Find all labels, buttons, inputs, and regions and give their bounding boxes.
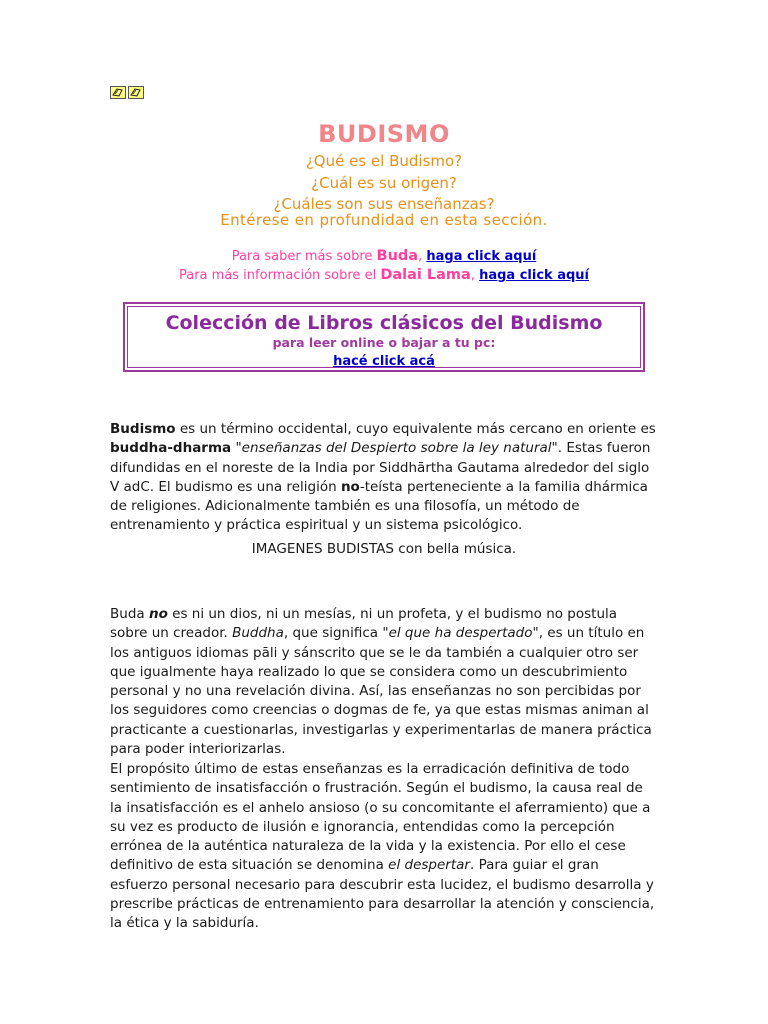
buda-link-line — [0, 248, 768, 264]
buda-separator: , — [418, 249, 427, 264]
text: ", es un título en los antiguos idiomas pāli y sánscrito que se le da también a cualquier otro ser que igualmente haya realizado lo que se considera como un descubrimiento personal y no una revelación divina. Así, las enseñanzas no son percibidas por los seguidores como creencias o dogmas de fe, ya que estas mismas animan al practicante a cuestionarlas, investigarlas y experimentarlas de manera práctica para poder interiorizarlas. — [110, 625, 652, 758]
text: Buda — [110, 606, 149, 622]
books-collection-link[interactable]: hacé click acá — [333, 354, 435, 369]
books-collection-subtitle: para leer online o bajar a tu pc: — [272, 335, 496, 350]
paragraph-definition — [110, 420, 658, 536]
dalai-lama-name: Dalai Lama — [380, 267, 471, 283]
dalai-lama-separator: , — [470, 268, 480, 283]
text: ". Estas fueron difundidas en el noreste de la India por Siddhārtha Gautama alrededor del siglo V adC. El budismo es una religión — [110, 440, 651, 495]
book-icon[interactable] — [128, 86, 144, 99]
books-collection-inner — [127, 306, 641, 368]
text: es un término occidental, cuyo equivalente más cercano en oriente es — [175, 421, 656, 437]
question-what: ¿Qué es el Budismo? — [305, 152, 463, 170]
term-el-despertar: el despertar — [388, 857, 470, 874]
images-music-line: IMAGENES BUDISTAS con bella música. — [251, 541, 517, 557]
text: es ni un dios, ni un mesías, ni un profeta, y el budismo no postula sobre un creador. — [110, 606, 618, 642]
quote-meaning: enseñanzas del Despierto sobre la ley natural — [241, 440, 552, 457]
text: . Para guiar el gran esfuerzo personal necesario para descubrir esta lucidez, el budismo desarrolla y prescribe prácticas de entrenamiento para desarrollar la atención y consciencia, la ética y la sabiduría. — [110, 857, 655, 932]
emphasis-no: no — [340, 478, 360, 495]
book-icon[interactable] — [110, 86, 126, 99]
dalai-lama-link-prefix: Para más información sobre el — [178, 268, 381, 283]
text: El propósito último de estas enseñanzas es la erradicación definitiva de todo sentimiento de insatisfacción o frustración. Según el budismo, la causa real de la insatisfacción es el anhelo ansioso (o su concomitante el aferramiento) que a su vez es producto de ilusión e ignorancia, entendidas como la percepción errónea de la auténtica naturaleza de la vida y la existencia. Por ello el cese definitivo de esta situación se denomina — [110, 761, 651, 874]
term-buddha: Buddha — [232, 625, 284, 642]
text: " — [231, 440, 242, 457]
question-origin: ¿Cuál es su origen? — [311, 174, 457, 192]
term-buddha-dharma: buddha-dharma — [110, 440, 232, 457]
buda-name: Buda — [376, 248, 419, 264]
books-collection-box — [123, 302, 645, 372]
page-title: BUDISMO — [318, 120, 450, 148]
question-teachings: ¿Cuáles son sus enseñanzas? — [273, 195, 495, 213]
quote-meaning: el que ha despertado — [388, 625, 533, 642]
buda-link[interactable]: haga click aquí — [426, 249, 537, 264]
icon-bar — [110, 86, 144, 99]
dalai-lama-link[interactable]: haga click aquí — [479, 268, 590, 283]
intro-line: Entérese en profundidad en esta sección. — [220, 211, 548, 229]
buda-link-prefix: Para saber más sobre — [231, 249, 377, 264]
term-budismo: Budismo — [110, 421, 176, 437]
books-collection-title: Colección de Libros clásicos del Budismo — [165, 312, 603, 334]
paragraph-purpose — [110, 760, 658, 934]
text: , que significa " — [283, 625, 389, 642]
paragraph-buda — [110, 605, 658, 759]
text: -teísta perteneciente a la familia dhármica de religiones. Adicionalmente también es una filosofía, un método de entrenamiento y práctica espiritual y un sistema psicológico. — [110, 478, 648, 534]
emphasis-no: no — [148, 606, 168, 622]
dalai-lama-link-line — [0, 267, 768, 283]
